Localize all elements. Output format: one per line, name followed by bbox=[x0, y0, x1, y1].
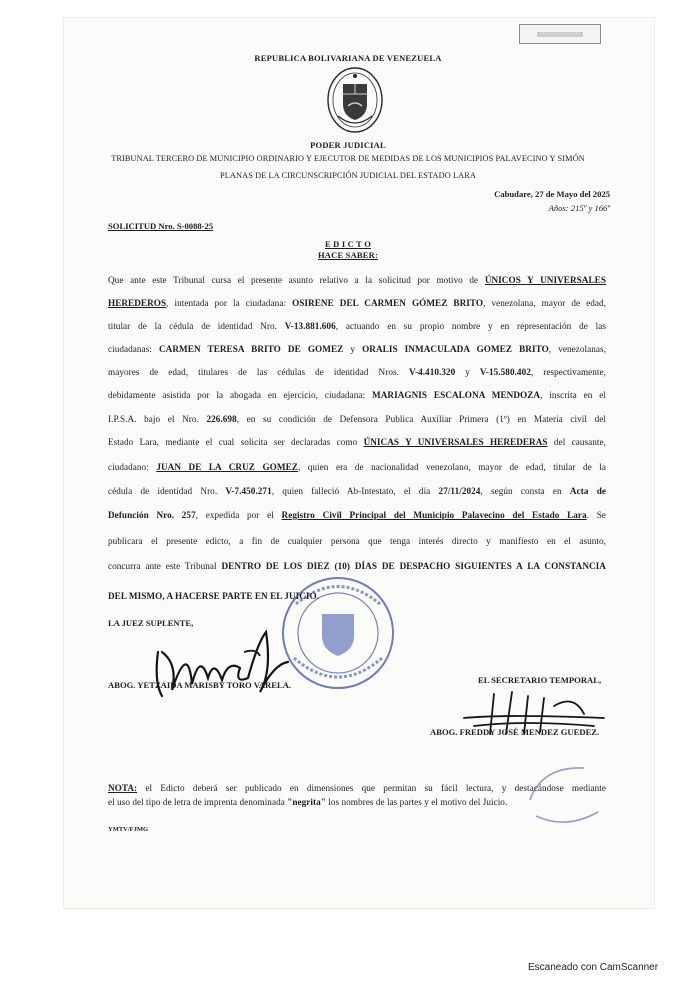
place-date: Cabudare, 27 de Mayo del 2025 bbox=[494, 189, 610, 199]
body-line-7: I.P.S.A. bajo el Nro. 226.698, en su condición de Defensora Publica Auxiliar Primera (1º) en Materia civil del bbox=[108, 414, 606, 424]
edicto-title: E D I C T O bbox=[324, 239, 372, 249]
top-stamp bbox=[519, 24, 601, 44]
body-line-12: publicara el presente edicto, a fin de cualquier persona que tenga interés directo y manifiesto en el asunto, bbox=[108, 536, 606, 546]
coat-of-arms-icon bbox=[326, 66, 384, 136]
body-line-5: mayores de edad, titulares de las cédulas de identidad Nros. V-4.410.320 y V-15.580.402, respectivamente, bbox=[108, 367, 606, 377]
secretary-title: EL SECRETARIO TEMPORAL, bbox=[478, 675, 602, 685]
body-line-11: Defunción Nro. 257, expedida por el Registro Civil Principal del Municipio Palavecino del Estado Lara. Se bbox=[108, 510, 606, 520]
body-line-6: debidamente asistida por la abogada en ejercicio, ciudadana: MARIAGNIS ESCALONA MENDOZA, inscrita en el bbox=[108, 390, 606, 400]
body-line-3: titular de la cédula de identidad Nro. V-13.881.606, actuando en su propio nombre y en representación de las bbox=[108, 321, 606, 331]
country-heading: REPUBLICA BOLIVARIANA DE VENEZUELA bbox=[254, 53, 442, 63]
judge-name: ABOG. YETZAIDA MARISBY TORO VARELA. bbox=[108, 680, 292, 690]
scanner-watermark: Escaneado con CamScanner bbox=[528, 962, 659, 973]
secondary-seal-stamp-icon bbox=[522, 760, 606, 830]
note-line-2: el uso del tipo de letra de imprenta denominada "negrita" los nombres de las partes y el motivo del Juicio. bbox=[108, 797, 508, 807]
hace-saber-title: HACE SABER: bbox=[317, 250, 379, 260]
body-line-2: HEREDEROS, intentada por la ciudadana: OSIRENE DEL CARMEN GÓMEZ BRITO, venezolana, mayor de edad, bbox=[108, 298, 607, 308]
body-line-10: cédula de identidad Nro. V-7.450.271, quien falleció Ab-Intestato, el día 27/11/2024, según consta en Acta de bbox=[108, 486, 607, 496]
body-line-13: concurra ante este Tribunal DENTRO DE LOS DIEZ (10) DÍAS DE DESPACHO SIGUIENTES A LA CONSTANCIA bbox=[108, 561, 606, 571]
body-line-1: Que ante este Tribunal cursa el presente asunto relativo a la solicitud por motivo de ÚNICOS Y UNIVERSALES bbox=[108, 275, 606, 285]
body-line-8: Estado Lara, mediante el cual solicita ser declaradas como ÚNICAS Y UNIVERSALES HEREDERAS del causante, bbox=[108, 437, 606, 447]
years-line: Años: 215º y 166º bbox=[548, 203, 610, 213]
solicitud-number: SOLICITUD Nro. S-0088-25 bbox=[108, 221, 214, 231]
tribunal-line-1: TRIBUNAL TERCERO DE MUNICIPIO ORDINARIO Y EJECUTOR DE MEDIDAS DE LOS MUNICIPIOS PALAVECINO Y SIMÓN bbox=[111, 154, 585, 163]
branch-heading: PODER JUDICIAL bbox=[310, 140, 386, 150]
body-line-9: ciudadano: JUAN DE LA CRUZ GOMEZ, quien era de nacionalidad venezolano, mayor de edad, titular de la bbox=[108, 462, 606, 472]
initials: YMTV/FJMG bbox=[108, 826, 149, 833]
body-line-4: ciudadanas: CARMEN TERESA BRITO DE GOMEZ y ORALIS INMACULADA GOMEZ BRITO, venezolanas, bbox=[108, 344, 606, 354]
note-line-1: NOTA: el Edicto deberá ser publicado en dimensiones que permitan su fácil lectura, y destacándose mediante bbox=[108, 783, 606, 793]
body-line-14: DEL MISMO, A HACERSE PARTE EN EL JUICIO. bbox=[108, 591, 320, 601]
judge-title: LA JUEZ SUPLENTE, bbox=[108, 618, 194, 628]
secretary-name: ABOG. FREDDY JOSÉ MENDEZ GUEDEZ. bbox=[430, 727, 600, 737]
tribunal-line-2: PLANAS DE LA CIRCUNSCRIPCIÓN JUDICIAL DEL ESTADO LARA bbox=[220, 171, 476, 180]
